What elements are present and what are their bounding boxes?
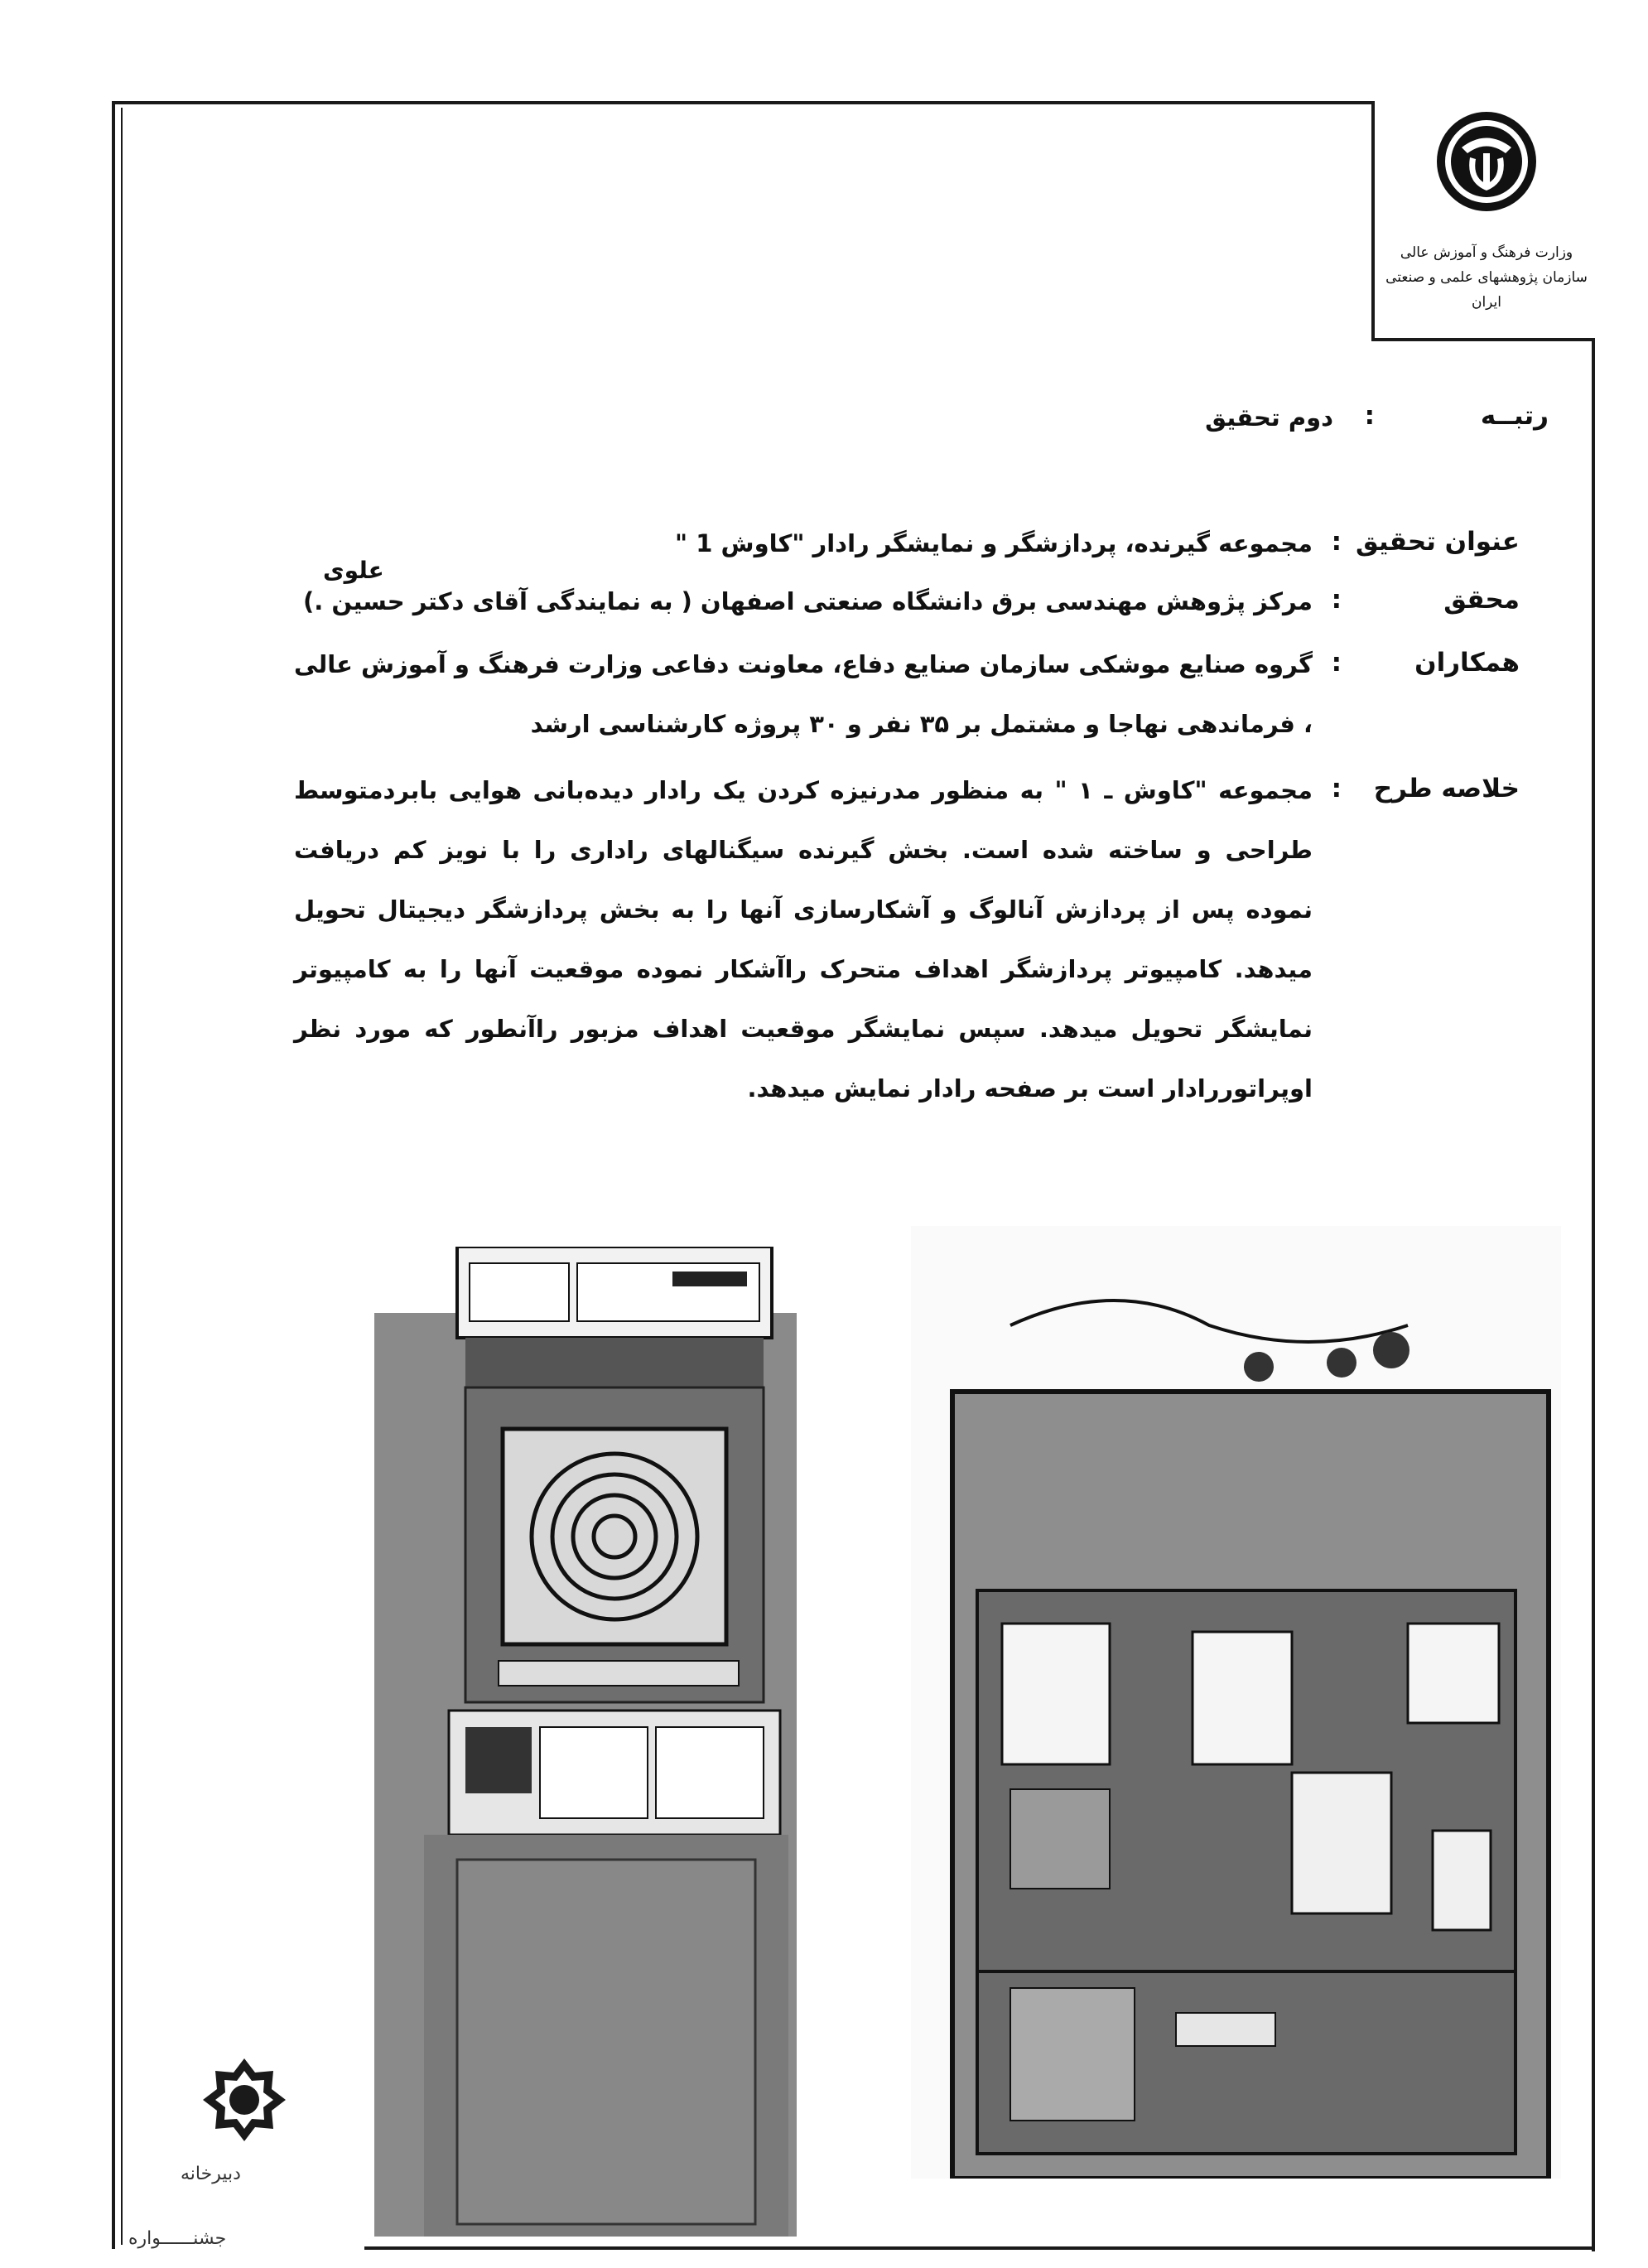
title-colon: :	[1331, 527, 1342, 557]
seal-text-line-2: جشنــــــواره	[128, 2228, 227, 2249]
field-rank	[224, 401, 1549, 451]
frame-left-border	[112, 104, 115, 2249]
festival-seal-icon	[199, 2054, 290, 2145]
researcher-value: مرکز پژوهش مهندسی برق دانشگاه صنعتی اصفهان ( به نمایندگی آقای دکتر حسین .)	[302, 587, 1313, 615]
researcher-colon: :	[1331, 585, 1342, 615]
collaborators-colon: :	[1331, 648, 1342, 678]
researcher-handwritten-note: علوی	[323, 557, 384, 584]
frame-right-border	[1592, 338, 1595, 2251]
ministry-logo-icon	[1433, 108, 1540, 215]
radar-console-photo	[374, 1247, 797, 2237]
rank-colon: :	[1364, 401, 1375, 431]
frame-step-horizontal	[1371, 338, 1595, 341]
org-line-1: وزارت فرهنگ و آموزش عالی	[1400, 244, 1573, 261]
frame-bottom-border	[364, 2246, 1595, 2250]
summary-label: خلاصه طرح	[1373, 774, 1520, 803]
field-researcher	[195, 585, 1520, 626]
frame-left-inner-border	[121, 108, 123, 2245]
organization-header	[1375, 240, 1598, 315]
field-summary	[195, 774, 1520, 1138]
rank-value: دوم تحقیق	[1205, 403, 1333, 432]
title-value: مجموعه گیرنده، پردازشگر و نمایشگر رادار "کاوش 1 "	[675, 529, 1313, 557]
researcher-label: محقق	[1443, 585, 1520, 615]
seal-text-line-1: دبیرخانه	[181, 2164, 241, 2184]
title-label: عنوان تحقیق	[1355, 527, 1520, 557]
electronics-cabinet-photo	[911, 1226, 1561, 2179]
summary-value: مجموعه "کاوش ـ ۱ " به منظور مدرنیزه کردن یک رادار دیده‌بانی هوایی بابردمتوسط طراحی و ساخته شده است. بخش گیرنده سیگنالهای راداری را با نویز کم دریافت نموده پس از پردازش آنالوگ و آشکارسازی آنها را به بخش پردازشگر دیجیتال تحویل میدهد. کامپیوتر پردازشگر اهداف متحرک راآشکار نموده موقعیت آنها را به کامپیوتر نمایشگر تحویل میدهد. سپس نمایشگر موقعیت اهداف مزبور راآنطور که مورد نظر اوپراتوررادار است بر صفحه رادار نمایش میدهد.	[294, 776, 1313, 1103]
org-line-2: سازمان پژوهشهای علمی و صنعتی ایران	[1385, 269, 1588, 311]
collaborators-label: همکاران	[1414, 648, 1520, 678]
summary-colon: :	[1331, 774, 1342, 803]
collaborators-value: گروه صنایع موشکی سازمان صنایع دفاع، معاونت دفاعی وزارت فرهنگ و آموزش عالی ، فرماندهی نهاجا و مشتمل بر ۳۵ نفر و ۳۰ پروژه کارشناسی ارشد	[294, 650, 1313, 738]
field-title	[195, 527, 1520, 568]
rank-label: رتبــه	[1480, 401, 1549, 431]
frame-top-border	[112, 101, 1375, 104]
